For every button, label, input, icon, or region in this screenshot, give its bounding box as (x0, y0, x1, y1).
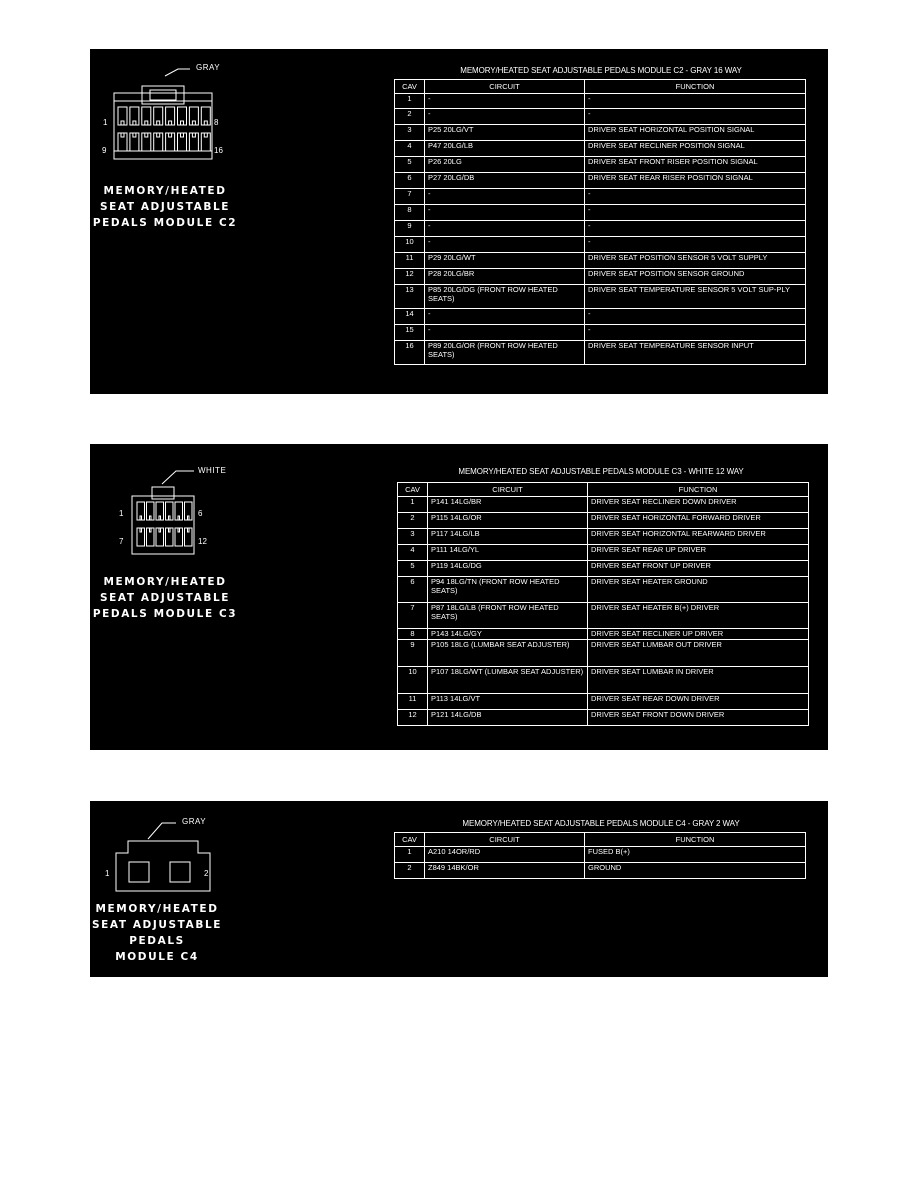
pin-label: 2 (204, 869, 209, 878)
column-header: CIRCUIT (428, 483, 588, 497)
connector-pin-cavity (175, 502, 183, 520)
connector-pin-cavity (178, 107, 187, 125)
function-cell: DRIVER SEAT HEATER GROUND (588, 577, 809, 603)
table-row (395, 847, 806, 863)
table-row (398, 640, 809, 667)
connector-title-line: PEDALS MODULE C2 (92, 217, 238, 229)
table-row (395, 863, 806, 879)
table-title: MEMORY/HEATED SEAT ADJUSTABLE PEDALS MODULE C4 - GRAY 2 WAY (462, 819, 740, 828)
cavity-cell: 1 (395, 94, 425, 109)
connector-title-line: PEDALS MODULE C3 (92, 608, 238, 620)
connector-pin-latch (204, 133, 207, 137)
connector-pin-cavity (142, 133, 151, 151)
cavity-cell: 10 (395, 237, 425, 253)
function-cell: - (585, 109, 806, 125)
function-cell: DRIVER SEAT POSITION SENSOR GROUND (585, 269, 806, 285)
circuit-cell: P89 20LG/OR (FRONT ROW HEATED SEATS) (425, 341, 585, 365)
circuit-cell: P121 14LG/DB (428, 710, 588, 726)
connector-pin-cavity (154, 107, 163, 125)
connector-pin-latch (150, 528, 152, 532)
cavity-cell: 2 (395, 863, 425, 879)
connector-title (82, 901, 232, 965)
column-header: CAV (398, 483, 428, 497)
table-row (395, 221, 806, 237)
cavity-cell: 7 (398, 603, 428, 629)
table-row (395, 141, 806, 157)
table-row (398, 603, 809, 629)
function-cell: - (585, 189, 806, 205)
cavity-cell: 1 (395, 847, 425, 863)
table-header-row (395, 80, 806, 94)
circuit-cell: P115 14LG/OR (428, 513, 588, 529)
table-header-row (395, 833, 806, 847)
connector-pin-latch (145, 133, 148, 137)
function-cell: DRIVER SEAT FRONT DOWN DRIVER (588, 710, 809, 726)
circuit-cell: P27 20LG/DB (425, 173, 585, 189)
table-row (395, 109, 806, 125)
column-header: FUNCTION (588, 483, 809, 497)
connector-pin-cavity (130, 107, 139, 125)
table-row (398, 561, 809, 577)
cavity-cell: 12 (398, 710, 428, 726)
column-header: FUNCTION (585, 833, 806, 847)
circuit-cell: P85 20LG/DG (FRONT ROW HEATED SEATS) (425, 285, 585, 309)
connector-pin-cavity (166, 528, 174, 546)
connector-title (90, 183, 240, 231)
connector-title-line: SEAT ADJUSTABLE (99, 201, 231, 213)
connector-pin-cavity (156, 528, 164, 546)
connector-pin-latch (169, 121, 172, 125)
circuit-cell: P111 14LG/YL (428, 545, 588, 561)
table-row (395, 285, 806, 309)
table-row (398, 513, 809, 529)
connector-title-line: MEMORY/HEATED (95, 903, 219, 915)
function-cell: DRIVER SEAT LUMBAR OUT DRIVER (588, 640, 809, 667)
connector-color-callout: WHITE (198, 466, 227, 475)
cavity-cell: 8 (398, 629, 428, 640)
function-cell: - (585, 309, 806, 325)
cavity-cell: 6 (398, 577, 428, 603)
table-row (395, 309, 806, 325)
cavity-cell: 2 (395, 109, 425, 125)
connector-title-line: MEMORY/HEATED (103, 576, 227, 588)
connector-pin-latch (188, 528, 190, 532)
table-header-row (398, 483, 809, 497)
function-cell: DRIVER SEAT POSITION SENSOR 5 VOLT SUPPLY (585, 253, 806, 269)
connector-title-line: PEDALS (129, 935, 185, 947)
table-row (398, 710, 809, 726)
connector-pin-cavity (147, 528, 155, 546)
connector-pin-cavity (147, 502, 155, 520)
connector-pin-cavity (175, 528, 183, 546)
connector-pin-cavity (137, 528, 145, 546)
cavity-cell: 3 (395, 125, 425, 141)
connector-pin-latch (192, 121, 195, 125)
connector-pin-latch (150, 516, 152, 520)
cavity-cell: 11 (395, 253, 425, 269)
connector-pin-latch (159, 516, 161, 520)
connector-pin-latch (133, 133, 136, 137)
cavity-cell: 13 (395, 285, 425, 309)
connector-pin-cavity (201, 107, 210, 125)
connector-panel-c4 (90, 801, 828, 977)
circuit-cell: P25 20LG/VT (425, 125, 585, 141)
function-cell: DRIVER SEAT TEMPERATURE SENSOR 5 VOLT SUP-PLY (585, 285, 806, 309)
cavity-cell: 10 (398, 667, 428, 694)
pin-label: 8 (214, 118, 219, 127)
function-cell: DRIVER SEAT RECLINER DOWN DRIVER (588, 497, 809, 513)
connector-pin-latch (181, 121, 184, 125)
circuit-cell: P117 14LG/LB (428, 529, 588, 545)
function-cell: DRIVER SEAT RECLINER UP DRIVER (588, 629, 809, 640)
function-cell: DRIVER SEAT REAR DOWN DRIVER (588, 694, 809, 710)
function-cell: - (585, 237, 806, 253)
connector-pin-cavity (189, 133, 198, 151)
connector-pin-cavity (142, 107, 151, 125)
function-cell: DRIVER SEAT TEMPERATURE SENSOR INPUT (585, 341, 806, 365)
connector-pin-cavity (166, 133, 175, 151)
function-cell: DRIVER SEAT REAR RISER POSITION SIGNAL (585, 173, 806, 189)
circuit-cell: P113 14LG/VT (428, 694, 588, 710)
function-cell: FUSED B(+) (585, 847, 806, 863)
pin-label: 1 (119, 509, 124, 518)
table-title: MEMORY/HEATED SEAT ADJUSTABLE PEDALS MODULE C2 - GRAY 16 WAY (460, 66, 742, 75)
circuit-cell: - (425, 221, 585, 237)
circuit-cell: P94 18LG/TN (FRONT ROW HEATED SEATS) (428, 577, 588, 603)
connector-title-line: MODULE C4 (115, 951, 199, 963)
column-header: FUNCTION (585, 80, 806, 94)
circuit-cell: - (425, 309, 585, 325)
function-cell: DRIVER SEAT HORIZONTAL FORWARD DRIVER (588, 513, 809, 529)
table-row (398, 694, 809, 710)
connector-panel-c3 (90, 444, 828, 750)
function-cell: DRIVER SEAT FRONT RISER POSITION SIGNAL (585, 157, 806, 173)
connector-pin-latch (145, 121, 148, 125)
function-cell: DRIVER SEAT HORIZONTAL REARWARD DRIVER (588, 529, 809, 545)
connector-pin-latch (157, 133, 160, 137)
function-cell: DRIVER SEAT FRONT UP DRIVER (588, 561, 809, 577)
connector-pin-cavity (166, 502, 174, 520)
circuit-cell: - (425, 189, 585, 205)
table-row (395, 94, 806, 109)
cavity-cell: 5 (398, 561, 428, 577)
table-row (395, 341, 806, 365)
pin-label: 9 (102, 146, 107, 155)
cavity-cell: 1 (398, 497, 428, 513)
connector-pin-latch (140, 516, 142, 520)
connector-pin-latch (188, 516, 190, 520)
function-cell: GROUND (585, 863, 806, 879)
connector-color-callout: GRAY (182, 817, 207, 826)
table-row (398, 545, 809, 561)
circuit-cell: P29 20LG/WT (425, 253, 585, 269)
circuit-cell: P141 14LG/BR (428, 497, 588, 513)
pinout-table (394, 832, 806, 879)
cavity-cell: 9 (398, 640, 428, 667)
connector-pin-latch (178, 516, 180, 520)
connector-pin-latch (169, 516, 171, 520)
table-row (395, 269, 806, 285)
connector-panel-c2 (90, 49, 828, 394)
table-row (395, 205, 806, 221)
table-row (395, 237, 806, 253)
connector-pin-latch (140, 528, 142, 532)
circuit-cell: P105 18LG (LUMBAR SEAT ADJUSTER) (428, 640, 588, 667)
cavity-cell: 4 (395, 141, 425, 157)
connector-pin-cavity (118, 107, 127, 125)
connector-pin-cavity (154, 133, 163, 151)
cavity-cell: 11 (398, 694, 428, 710)
connector-pin-cavity (185, 502, 193, 520)
connector-pin-latch (169, 133, 172, 137)
cavity-cell: 8 (395, 205, 425, 221)
table-row (398, 667, 809, 694)
column-header: CIRCUIT (425, 833, 585, 847)
table-row (395, 157, 806, 173)
table-row (398, 529, 809, 545)
connector-pin-cavity (166, 107, 175, 125)
connector-pin-latch (181, 133, 184, 137)
column-header: CIRCUIT (425, 80, 585, 94)
table-row (398, 629, 809, 640)
cavity-cell: 12 (395, 269, 425, 285)
table-title: MEMORY/HEATED SEAT ADJUSTABLE PEDALS MODULE C3 - WHITE 12 WAY (458, 467, 744, 476)
connector-pin-cavity (130, 133, 139, 151)
connector-pin-latch (178, 528, 180, 532)
connector-pin-cavity (178, 133, 187, 151)
circuit-cell: P28 20LG/BR (425, 269, 585, 285)
circuit-cell: - (425, 205, 585, 221)
connector-pin-cavity (185, 528, 193, 546)
connector-pin-latch (169, 528, 171, 532)
connector-title (90, 574, 240, 622)
circuit-cell: P47 20LG/LB (425, 141, 585, 157)
cavity-cell: 15 (395, 325, 425, 341)
connector-pin-latch (204, 121, 207, 125)
connector-pin-cavity (201, 133, 210, 151)
function-cell: DRIVER SEAT HORIZONTAL POSITION SIGNAL (585, 125, 806, 141)
circuit-cell: P143 14LG/GY (428, 629, 588, 640)
circuit-cell: P26 20LG (425, 157, 585, 173)
circuit-cell: A210 14OR/RD (425, 847, 585, 863)
function-cell: - (585, 205, 806, 221)
table-row (395, 173, 806, 189)
pin-label: 12 (198, 537, 207, 546)
table-row (395, 125, 806, 141)
cavity-cell: 9 (395, 221, 425, 237)
table-row (395, 325, 806, 341)
connector-pin-cavity (118, 133, 127, 151)
connector-title-line: SEAT ADJUSTABLE (99, 592, 231, 604)
connector-pin-latch (121, 121, 124, 125)
function-cell: DRIVER SEAT REAR UP DRIVER (588, 545, 809, 561)
pin-label: 6 (198, 509, 203, 518)
column-header: CAV (395, 833, 425, 847)
cavity-cell: 5 (395, 157, 425, 173)
connector-pin-latch (121, 133, 124, 137)
pin-label: 1 (103, 118, 108, 127)
function-cell: DRIVER SEAT RECLINER POSITION SIGNAL (585, 141, 806, 157)
circuit-cell: P87 18LG/LB (FRONT ROW HEATED SEATS) (428, 603, 588, 629)
pin-label: 7 (119, 537, 124, 546)
pinout-table (394, 79, 806, 365)
connector-pin-latch (133, 121, 136, 125)
table-row (395, 253, 806, 269)
circuit-cell: Z849 14BK/OR (425, 863, 585, 879)
pin-label: 16 (214, 146, 223, 155)
function-cell: - (585, 221, 806, 237)
pin-label: 1 (105, 869, 110, 878)
connector-pin-latch (157, 121, 160, 125)
circuit-cell: P119 14LG/DG (428, 561, 588, 577)
function-cell: DRIVER SEAT LUMBAR IN DRIVER (588, 667, 809, 694)
column-header: CAV (395, 80, 425, 94)
cavity-cell: 14 (395, 309, 425, 325)
connector-color-callout: GRAY (196, 63, 221, 72)
connector-pin-latch (192, 133, 195, 137)
function-cell: DRIVER SEAT HEATER B(+) DRIVER (588, 603, 809, 629)
circuit-cell: - (425, 94, 585, 109)
function-cell: - (585, 325, 806, 341)
cavity-cell: 7 (395, 189, 425, 205)
table-row (395, 189, 806, 205)
connector-pin-cavity (189, 107, 198, 125)
function-cell: - (585, 94, 806, 109)
connector-pin-cavity (156, 502, 164, 520)
circuit-cell: P107 18LG/WT (LUMBAR SEAT ADJUSTER) (428, 667, 588, 694)
circuit-cell: - (425, 109, 585, 125)
table-row (398, 497, 809, 513)
connector-pin-latch (159, 528, 161, 532)
connector-title-line: SEAT ADJUSTABLE (91, 919, 223, 931)
circuit-cell: - (425, 237, 585, 253)
cavity-cell: 3 (398, 529, 428, 545)
cavity-cell: 6 (395, 173, 425, 189)
cavity-cell: 2 (398, 513, 428, 529)
cavity-cell: 4 (398, 545, 428, 561)
connector-pin-cavity (137, 502, 145, 520)
circuit-cell: - (425, 325, 585, 341)
cavity-cell: 16 (395, 341, 425, 365)
pinout-table (397, 482, 809, 726)
connector-title-line: MEMORY/HEATED (103, 185, 227, 197)
table-row (398, 577, 809, 603)
